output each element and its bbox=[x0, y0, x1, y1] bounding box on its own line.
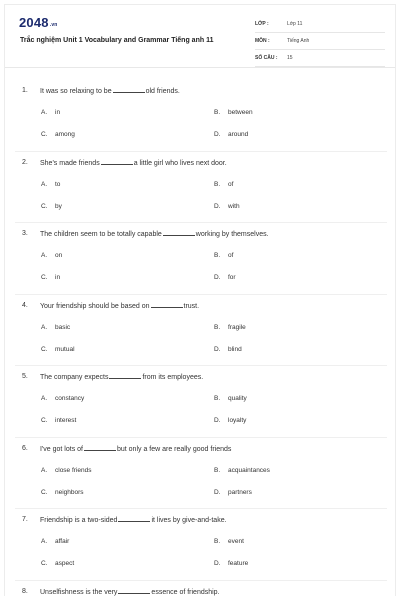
question-number: 1. bbox=[22, 87, 28, 94]
question-item bbox=[5, 508, 396, 580]
answer-option[interactable] bbox=[41, 181, 60, 188]
answer-option[interactable] bbox=[41, 274, 60, 281]
option-text: partners bbox=[228, 488, 252, 496]
question-text-before: I've got lots of bbox=[40, 445, 83, 453]
option-text: of bbox=[228, 252, 234, 259]
question-text-before: Unselfishness is the very bbox=[40, 588, 118, 596]
meta-value: Lớp 11 bbox=[287, 21, 303, 27]
answer-blank bbox=[109, 373, 141, 379]
question-number: 6. bbox=[22, 444, 28, 452]
question-number: 4. bbox=[22, 301, 28, 309]
option-letter: C. bbox=[41, 560, 48, 567]
option-text: constancy bbox=[55, 395, 85, 402]
option-letter: C. bbox=[41, 274, 48, 281]
option-text: event bbox=[228, 538, 244, 545]
answer-option[interactable] bbox=[214, 131, 248, 138]
answer-option[interactable] bbox=[214, 324, 246, 331]
option-letter: B. bbox=[214, 538, 221, 545]
answer-option[interactable] bbox=[41, 109, 60, 116]
answer-option[interactable] bbox=[41, 467, 92, 474]
option-letter: D. bbox=[214, 274, 221, 281]
question-text-after: a little girl who lives next door. bbox=[133, 159, 227, 167]
question-text-before: It was so relaxing to be bbox=[40, 88, 112, 95]
question-number: 2. bbox=[22, 158, 28, 166]
answer-option[interactable] bbox=[214, 538, 244, 545]
meta-key: MÔN : bbox=[255, 38, 270, 44]
question-text bbox=[40, 445, 231, 453]
option-letter: A. bbox=[41, 109, 48, 116]
site-logo[interactable] bbox=[19, 15, 58, 30]
meta-row-question-count bbox=[255, 53, 385, 67]
answer-option[interactable] bbox=[41, 203, 62, 210]
question-item bbox=[5, 79, 396, 151]
option-letter: C. bbox=[41, 131, 48, 138]
question-text-after: trust. bbox=[183, 302, 200, 310]
option-text: feature bbox=[228, 560, 249, 567]
answer-option[interactable] bbox=[214, 181, 233, 188]
answer-blank bbox=[113, 87, 145, 93]
option-letter: B. bbox=[214, 180, 221, 188]
option-text: in bbox=[55, 109, 61, 116]
meta-value: Tiếng Anh bbox=[287, 38, 310, 44]
answer-option[interactable] bbox=[214, 346, 242, 353]
document-title: Trắc nghiệm Unit 1 Vocabulary and Grammar Tiếng anh 11 bbox=[20, 37, 214, 44]
question-text-before: The children seem to be totally capable bbox=[40, 231, 162, 238]
option-letter: D. bbox=[214, 560, 221, 567]
answer-blank bbox=[101, 159, 133, 165]
option-text: affair bbox=[55, 538, 70, 545]
answer-option[interactable] bbox=[214, 203, 240, 210]
option-text: among bbox=[55, 131, 75, 138]
option-letter: D. bbox=[214, 417, 221, 424]
answer-option[interactable] bbox=[214, 252, 233, 259]
option-letter: A. bbox=[41, 466, 48, 474]
option-letter: C. bbox=[41, 488, 48, 496]
answer-option[interactable] bbox=[41, 346, 75, 353]
option-text: blind bbox=[228, 345, 242, 353]
option-letter: B. bbox=[214, 323, 221, 331]
option-letter: B. bbox=[214, 395, 221, 402]
option-text: with bbox=[228, 202, 240, 210]
answer-blank bbox=[118, 588, 150, 594]
option-text: in bbox=[55, 274, 61, 281]
option-text: interest bbox=[55, 417, 77, 424]
option-letter: D. bbox=[214, 345, 221, 353]
answer-option[interactable] bbox=[214, 560, 248, 567]
option-letter: C. bbox=[41, 345, 48, 353]
answer-option[interactable] bbox=[41, 538, 69, 545]
question-text bbox=[40, 230, 269, 238]
answer-blank bbox=[118, 516, 150, 522]
option-text: fragile bbox=[228, 323, 246, 331]
question-item bbox=[5, 580, 396, 597]
answer-option[interactable] bbox=[214, 395, 247, 402]
option-letter: A. bbox=[41, 538, 48, 545]
question-item bbox=[5, 437, 396, 509]
option-letter: C. bbox=[41, 417, 48, 424]
document-header bbox=[5, 5, 396, 67]
answer-blank bbox=[84, 445, 116, 451]
answer-option[interactable] bbox=[214, 109, 253, 116]
question-text-after: but only a few are really good friends bbox=[116, 445, 232, 453]
question-text-before: Friendship is a two-sided bbox=[40, 517, 118, 524]
question-text-after: working by themselves. bbox=[195, 231, 269, 238]
answer-option[interactable] bbox=[41, 131, 75, 138]
option-text: acquaintances bbox=[228, 466, 270, 474]
question-number: 7. bbox=[22, 516, 28, 523]
question-text-after: essence of friendship. bbox=[151, 588, 220, 596]
question-text-before: She's made friends bbox=[40, 159, 100, 167]
meta-value: 15 bbox=[287, 55, 293, 61]
option-text: neighbors bbox=[55, 488, 84, 496]
option-letter: A. bbox=[41, 323, 48, 331]
document-page bbox=[4, 4, 396, 596]
answer-blank bbox=[163, 230, 195, 236]
question-text bbox=[40, 516, 227, 524]
answer-option[interactable] bbox=[214, 489, 252, 496]
answer-option[interactable] bbox=[214, 274, 236, 281]
question-text-after: it lives by give-and-take. bbox=[151, 517, 227, 524]
question-text-after: old friends. bbox=[145, 88, 180, 95]
option-text: aspect bbox=[55, 560, 75, 567]
logo-suffix: .vn bbox=[49, 22, 58, 28]
answer-option[interactable] bbox=[41, 417, 76, 424]
meta-key: LỚP : bbox=[255, 21, 269, 27]
question-number: 5. bbox=[22, 373, 28, 380]
option-text: close friends bbox=[55, 466, 92, 474]
question-number: 3. bbox=[22, 230, 28, 237]
answer-option[interactable] bbox=[41, 560, 74, 567]
question-text bbox=[40, 87, 180, 95]
option-text: of bbox=[228, 180, 234, 188]
option-letter: B. bbox=[214, 466, 221, 474]
option-letter: B. bbox=[214, 109, 221, 116]
answer-option[interactable] bbox=[214, 417, 246, 424]
option-letter: A. bbox=[41, 395, 48, 402]
question-text bbox=[40, 588, 220, 596]
answer-option[interactable] bbox=[41, 324, 70, 331]
option-text: for bbox=[228, 274, 236, 281]
option-text: between bbox=[228, 109, 253, 116]
answer-option[interactable] bbox=[41, 489, 84, 496]
question-item bbox=[5, 294, 396, 366]
question-text bbox=[40, 373, 203, 381]
option-letter: B. bbox=[214, 252, 221, 259]
header-divider bbox=[5, 67, 396, 68]
option-text: on bbox=[55, 252, 63, 259]
option-text: quality bbox=[228, 395, 247, 402]
question-number: 8. bbox=[22, 587, 28, 595]
answer-option[interactable] bbox=[41, 252, 62, 259]
option-letter: D. bbox=[214, 131, 221, 138]
option-letter: C. bbox=[41, 202, 48, 210]
meta-row-subject bbox=[255, 36, 385, 50]
option-text: basic bbox=[55, 323, 71, 331]
question-list bbox=[5, 79, 396, 596]
question-text-after: from its employees. bbox=[142, 374, 204, 381]
document-meta bbox=[255, 19, 385, 70]
logo-text: 2048 bbox=[19, 15, 49, 30]
question-text bbox=[40, 302, 199, 310]
meta-row-class bbox=[255, 19, 385, 33]
option-text: by bbox=[55, 202, 62, 210]
option-letter: A. bbox=[41, 252, 48, 259]
question-item bbox=[5, 365, 396, 437]
question-text-before: Your friendship should be based on bbox=[40, 302, 150, 310]
option-text: loyalty bbox=[228, 417, 247, 424]
meta-key: SỐ CÂU : bbox=[255, 55, 278, 61]
question-text-before: The company expects bbox=[40, 374, 109, 381]
answer-blank bbox=[151, 302, 183, 308]
answer-option[interactable] bbox=[214, 467, 270, 474]
option-letter: A. bbox=[41, 180, 48, 188]
option-letter: D. bbox=[214, 202, 221, 210]
option-text: to bbox=[55, 180, 61, 188]
option-letter: D. bbox=[214, 488, 221, 496]
option-text: around bbox=[228, 131, 249, 138]
question-item bbox=[5, 151, 396, 223]
option-text: mutual bbox=[55, 345, 75, 353]
question-text bbox=[40, 159, 227, 167]
answer-option[interactable] bbox=[41, 395, 84, 402]
question-item bbox=[5, 222, 396, 294]
